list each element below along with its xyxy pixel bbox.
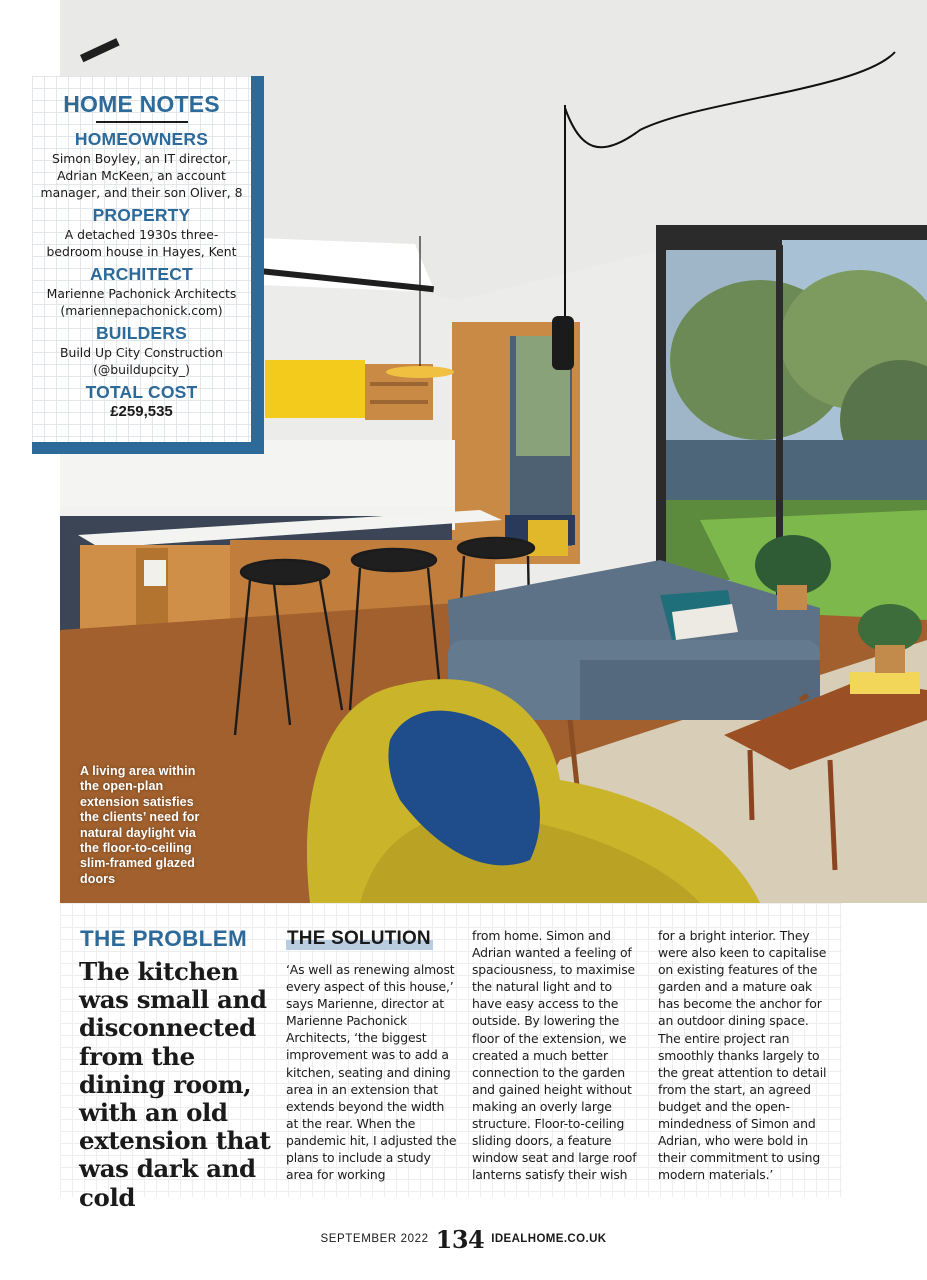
home-notes-box [32, 76, 251, 442]
page-footer [0, 1224, 927, 1254]
problem-heading: THE PROBLEM [80, 926, 248, 951]
property-text: A detached 1930s three- bedroom house in Hayes, Kent [46, 227, 237, 259]
builders-heading: BUILDERS [95, 323, 188, 343]
total-cost-value: £259,535 [110, 403, 173, 420]
total-cost-heading: TOTAL COST [85, 382, 198, 402]
footer-date: SEPTEMBER 2022 [320, 1233, 429, 1245]
photo-caption: A living area within the open-plan extension satisfies the clients’ need for natural daylight via the floor-to-ceiling slim-framed glazed doors [80, 764, 200, 886]
problem-statement: The kitchen was small and disconnected from the dining room, with an old extension that was dark and cold [79, 957, 271, 1212]
homeowners-heading: HOMEOWNERS [74, 129, 209, 149]
solution-column-1: ‘As well as renewing almost every aspect of this house,’ says Marienne, director at Marienne Pachonick Architects, ‘the biggest improvement was to add a kitchen, seating and dining area in an extension that extends beyond the width at the rear. When the pandemic hit, I adjusted the plans to include a study area for working [286, 962, 457, 1183]
solution-column-2: from home. Simon and Adrian wanted a feeling of spaciousness, to maximise the natural light and to have easy access to the outside. By lowering the floor of the extension, we created a much better connection to the garden and gained height without making an overly large structure. Floor-to-ceiling sliding doors, a feature window seat and large roof lanterns satisfy their wish [472, 928, 637, 1183]
architect-heading: ARCHITECT [90, 264, 193, 284]
page-number: 134 [435, 1224, 485, 1254]
footer-website[interactable]: IDEALHOME.CO.UK [491, 1233, 607, 1245]
property-heading: PROPERTY [92, 205, 191, 225]
home-notes-title: HOME NOTES [63, 91, 220, 117]
builders-text: Build Up City Construction (@buildupcity_) [59, 345, 224, 377]
architect-text: Marienne Pachonick Architects (mariennepachonick.com) [46, 286, 237, 318]
homeowners-text: Simon Boyley, an IT director, Adrian McKeen, an account manager, and their son Oliver, 8 [40, 151, 243, 200]
home-notes-divider [96, 121, 188, 123]
solution-column-3: for a bright interior. They were also keen to capitalise on existing features of the garden and a mature oak has become the anchor for an outdoor dining space. The entire project ran smoothly thanks largely to the great attention to detail from the start, an agreed budget and the open-mindedness of Simon and Adrian, who were bold in their commitment to using modern materials.’ [658, 928, 827, 1183]
solution-heading: THE SOLUTION [287, 928, 431, 949]
